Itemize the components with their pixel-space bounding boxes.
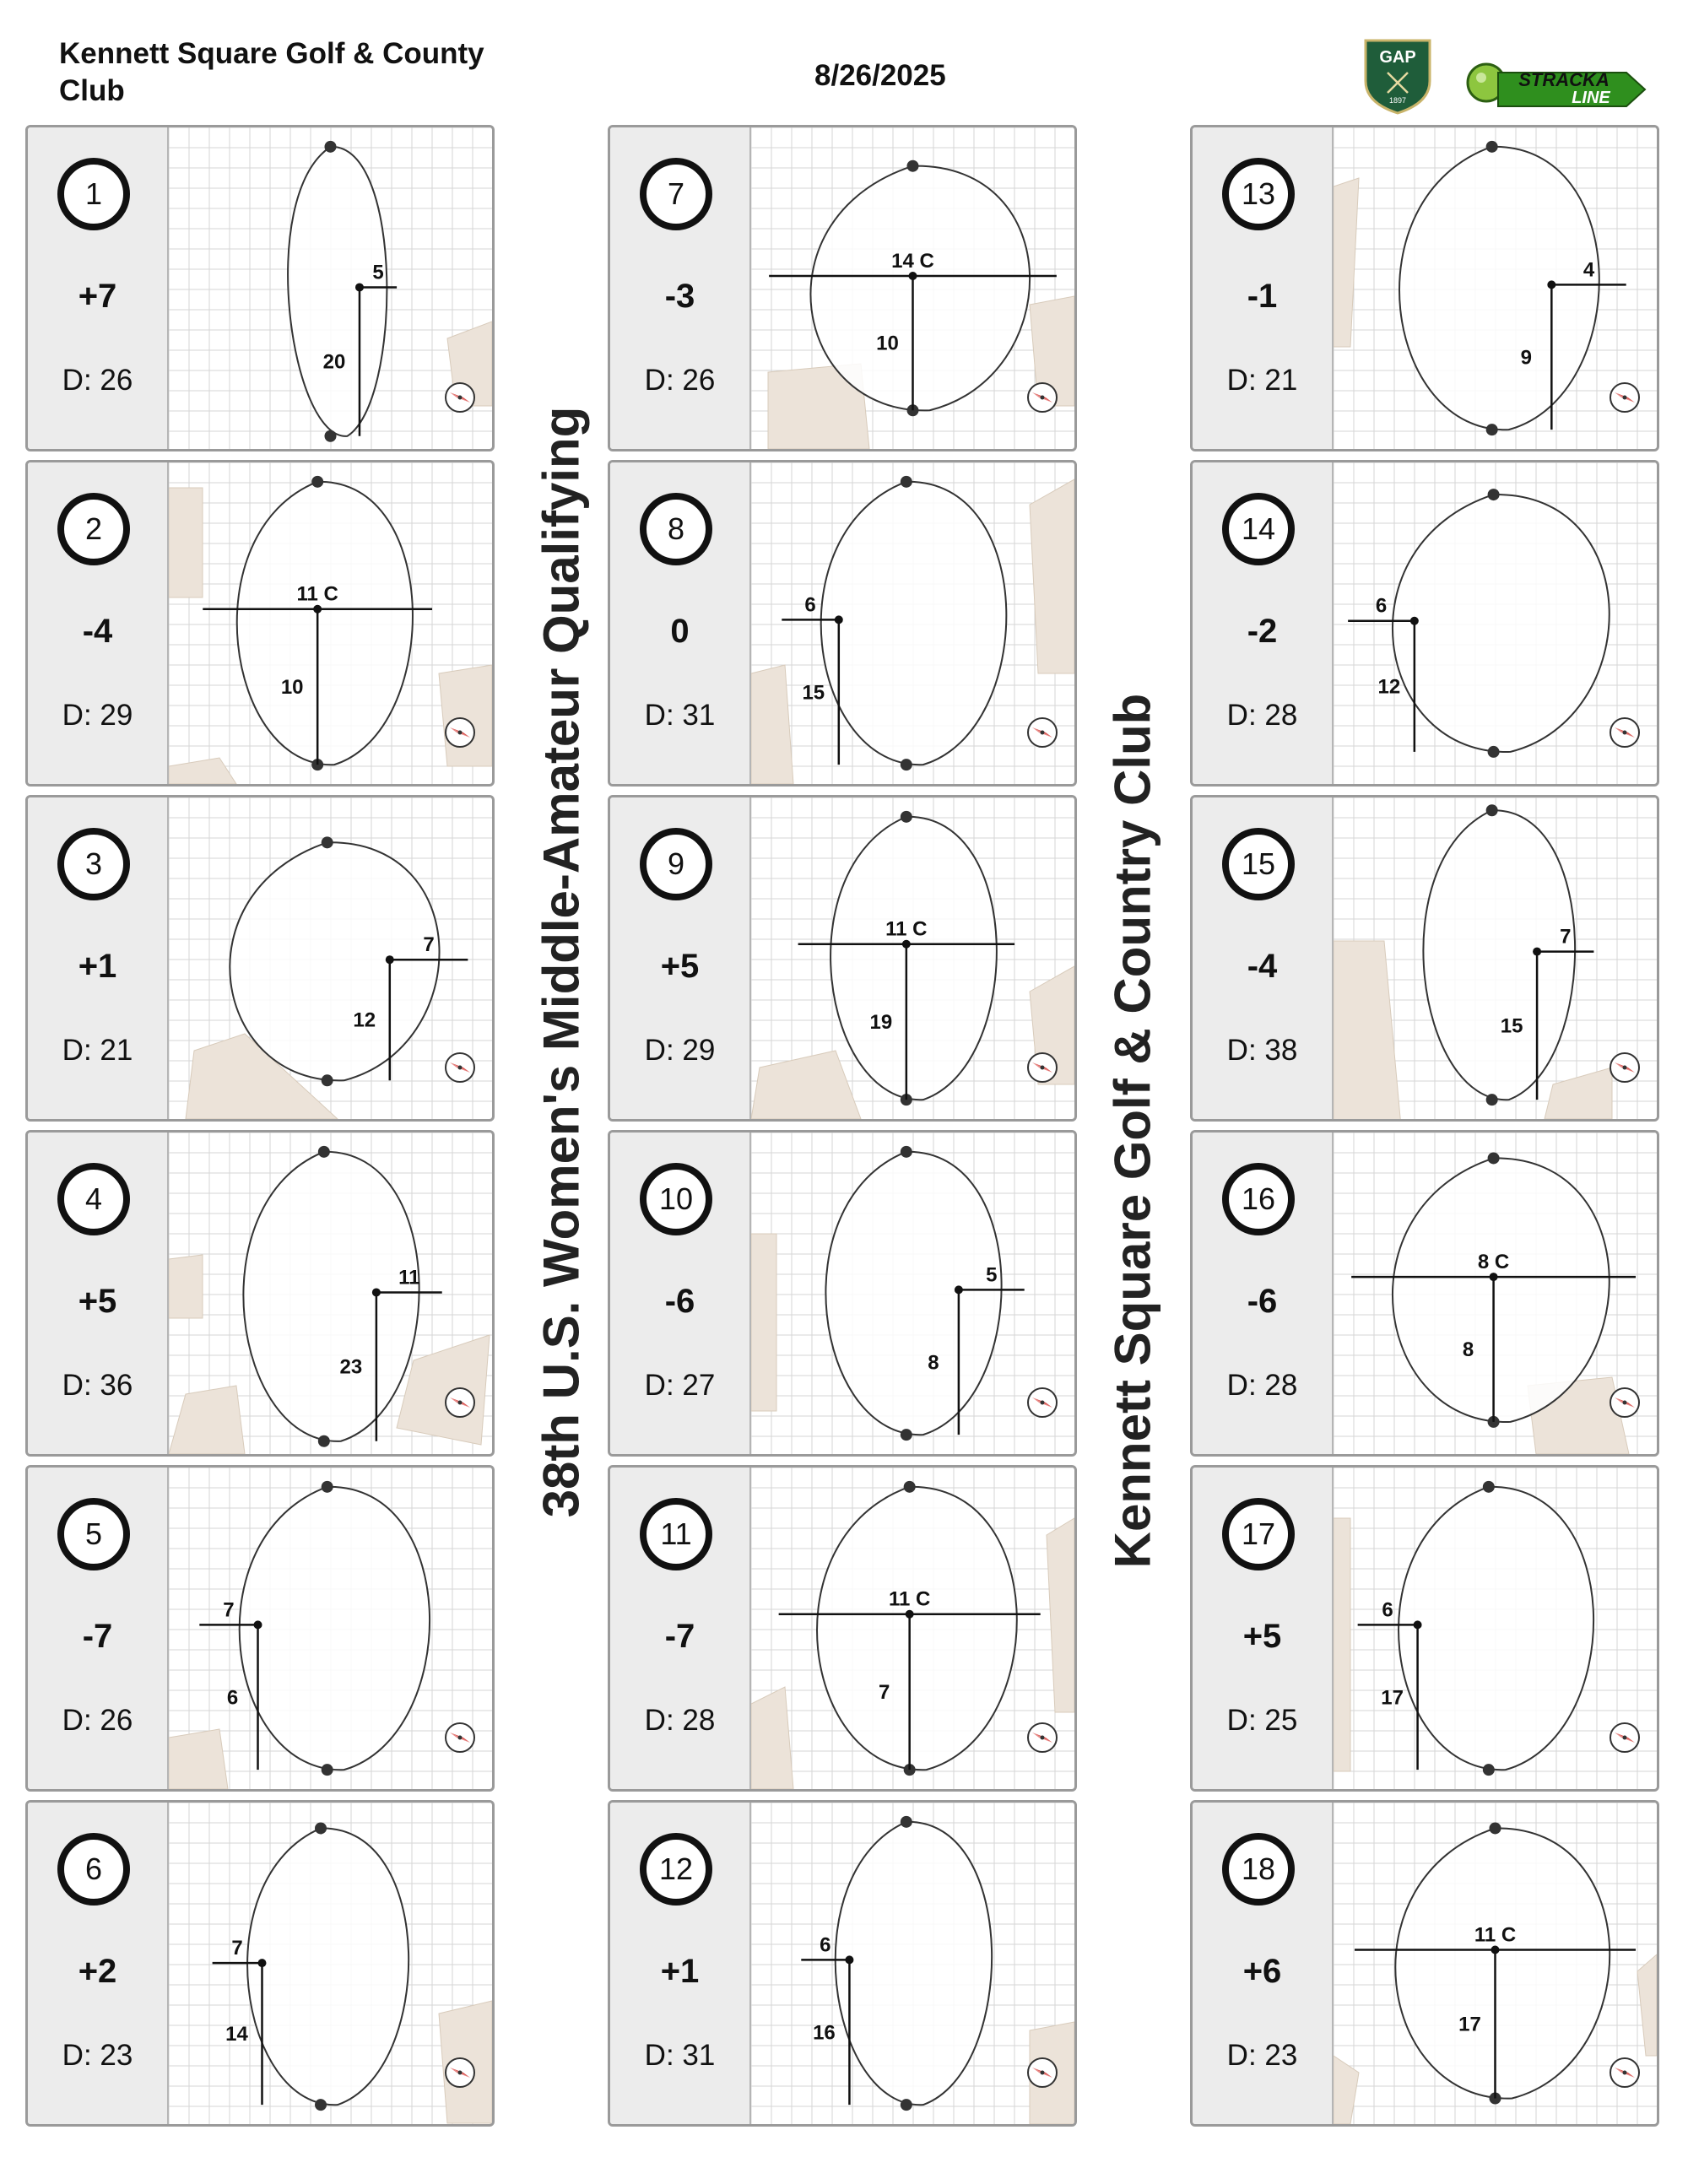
hole-info-panel — [28, 462, 169, 784]
pin-position-offset: -2 — [1247, 613, 1278, 650]
green-outline — [240, 1487, 430, 1770]
bunker — [1047, 1518, 1074, 1712]
bunker — [751, 1687, 793, 1789]
green-depth: D: 31 — [644, 2039, 716, 2072]
compass-icon — [1610, 383, 1639, 412]
hole-info-panel — [1193, 797, 1334, 1119]
compass-icon — [1028, 718, 1057, 747]
green-diagram — [169, 1133, 492, 1454]
front-distance-label: 9 — [1520, 346, 1533, 370]
compass-icon — [1610, 2058, 1639, 2087]
back-marker — [322, 836, 333, 848]
green-diagram — [1334, 1468, 1657, 1789]
hole-card — [1190, 795, 1659, 1122]
compass-icon — [1028, 1053, 1057, 1082]
hole-info-panel — [610, 127, 751, 449]
green-outline — [1399, 147, 1599, 430]
bunker — [439, 665, 492, 766]
pin-position-offset: -7 — [82, 1618, 113, 1655]
hole-info-panel — [28, 1803, 169, 2124]
side-distance-label: 11 C — [296, 582, 338, 606]
pin-position-offset: -7 — [664, 1618, 695, 1655]
green-diagram — [1334, 462, 1657, 784]
club-name: Kennett Square Golf & County Club — [59, 37, 484, 107]
hole-card — [1190, 125, 1659, 451]
green-outline — [821, 482, 1007, 765]
hole-info-panel — [610, 1133, 751, 1454]
event-title: 38th U.S. Women's Middle-Amateur Qualifying — [533, 406, 590, 1518]
pin-location-dot — [902, 940, 911, 949]
hole-info-panel — [1193, 1468, 1334, 1789]
bunker — [751, 1234, 776, 1411]
hole-card — [608, 125, 1077, 451]
bunker — [169, 758, 236, 784]
back-marker — [325, 141, 337, 153]
green-diagram — [751, 797, 1074, 1119]
pin-location-dot — [835, 615, 843, 624]
green-depth: D: 38 — [1226, 1034, 1298, 1067]
green-outline — [830, 817, 997, 1100]
side-distance-label: 11 C — [885, 917, 928, 941]
pin-location-dot — [355, 283, 364, 291]
side-distance-label: 4 — [1582, 258, 1595, 282]
green-outline — [810, 166, 1030, 411]
green-diagram — [751, 1803, 1074, 2124]
hole-number: 12 — [640, 1833, 712, 1906]
pin-location-dot — [257, 1959, 266, 1967]
pin-location-dot — [1410, 617, 1419, 625]
hole-number: 3 — [57, 828, 130, 900]
green-diagram — [1334, 1133, 1657, 1454]
hole-card — [25, 125, 495, 451]
bunker — [1545, 1068, 1612, 1119]
stracka-text-top: STRACKA — [1518, 69, 1610, 90]
front-distance-label: 17 — [1381, 1686, 1404, 1710]
hole-number: 18 — [1222, 1833, 1295, 1906]
hole-number: 2 — [57, 493, 130, 565]
hole-card — [25, 1800, 495, 2127]
gap-logo-text: GAP — [1379, 48, 1416, 67]
hole-info-panel — [610, 1468, 751, 1789]
green-diagram — [1334, 127, 1657, 449]
pin-position-offset: +1 — [78, 948, 117, 985]
green-outline — [237, 482, 413, 765]
hole-number: 13 — [1222, 158, 1295, 230]
green-diagram — [751, 127, 1074, 449]
bunker — [1334, 1518, 1350, 1771]
compass-icon — [446, 2058, 474, 2087]
front-marker — [1483, 1764, 1495, 1776]
hole-info-panel — [1193, 1133, 1334, 1454]
green-outline — [1399, 1487, 1593, 1770]
stracka-line-logo — [1464, 52, 1650, 111]
hole-number: 14 — [1222, 493, 1295, 565]
green-depth: D: 23 — [62, 2039, 133, 2072]
front-distance-label: 19 — [869, 1010, 893, 1034]
back-marker — [315, 1822, 327, 1834]
hole-number: 4 — [57, 1163, 130, 1235]
pin-position-offset: +2 — [78, 1953, 117, 1990]
front-distance-label: 7 — [878, 1680, 890, 1704]
hole-info-panel — [28, 797, 169, 1119]
pin-location-dot — [1490, 1273, 1498, 1281]
side-distance-label: 11 — [398, 1266, 420, 1289]
hole-info-panel — [610, 1803, 751, 2124]
pin-position-offset: +5 — [660, 948, 700, 985]
hole-info-panel — [1193, 1803, 1334, 2124]
green-depth: D: 36 — [62, 1369, 133, 1402]
front-distance-label: 12 — [1377, 675, 1401, 699]
pin-position-offset: -1 — [1247, 278, 1278, 315]
side-distance-label: 6 — [820, 1933, 831, 1957]
hole-card — [608, 1130, 1077, 1457]
back-marker — [901, 811, 912, 823]
compass-icon — [1028, 2058, 1057, 2087]
back-marker — [1483, 1481, 1495, 1493]
hole-card — [1190, 460, 1659, 787]
green-diagram — [169, 1468, 492, 1789]
side-distance-label: 11 C — [1474, 1923, 1517, 1947]
hole-card — [608, 1465, 1077, 1792]
side-distance-label: 7 — [423, 933, 435, 957]
compass-icon — [1610, 1053, 1639, 1082]
green-diagram — [169, 797, 492, 1119]
bunker — [1030, 479, 1074, 673]
compass-icon — [446, 383, 474, 412]
compass-icon — [1610, 718, 1639, 747]
green-diagram — [751, 1133, 1074, 1454]
hole-card — [25, 1465, 495, 1792]
front-marker — [322, 1074, 333, 1086]
green-depth: D: 27 — [644, 1369, 716, 1402]
front-marker — [318, 1435, 330, 1447]
hole-info-panel — [1193, 127, 1334, 449]
green-outline — [1423, 810, 1575, 1100]
compass-icon — [446, 1053, 474, 1082]
hole-card — [25, 460, 495, 787]
pin-position-offset: 0 — [670, 613, 690, 650]
hole-number: 7 — [640, 158, 712, 230]
compass-icon — [446, 1723, 474, 1752]
green-depth: D: 25 — [1226, 1704, 1298, 1737]
front-marker — [315, 2099, 327, 2111]
hole-info-panel — [28, 127, 169, 449]
pin-location-dot — [313, 605, 322, 614]
green-diagram — [751, 462, 1074, 784]
pin-location-dot — [1491, 1945, 1500, 1954]
back-marker — [901, 1146, 912, 1158]
front-distance-label: 10 — [876, 332, 899, 355]
hole-number: 17 — [1222, 1498, 1295, 1570]
side-distance-label: 7 — [231, 1937, 243, 1960]
front-distance-label: 14 — [225, 2023, 248, 2046]
back-marker — [318, 1146, 330, 1158]
green-diagram — [169, 462, 492, 784]
pin-location-dot — [1533, 948, 1541, 956]
green-outline — [817, 1487, 1017, 1770]
bunker — [169, 1729, 228, 1789]
side-distance-label: 8 C — [1477, 1251, 1510, 1274]
front-distance-label: 8 — [1462, 1338, 1474, 1361]
pin-location-dot — [254, 1620, 262, 1629]
side-distance-label: 5 — [986, 1263, 998, 1287]
hole-card — [25, 795, 495, 1122]
back-marker — [1486, 141, 1498, 153]
green-diagram — [1334, 797, 1657, 1119]
green-depth: D: 28 — [644, 1704, 716, 1737]
pin-location-dot — [845, 1955, 853, 1964]
green-depth: D: 26 — [62, 364, 133, 397]
front-distance-label: 23 — [339, 1355, 363, 1379]
pin-location-dot — [906, 1610, 914, 1619]
back-marker — [1486, 804, 1498, 816]
pin-location-dot — [386, 955, 394, 964]
compass-icon — [446, 718, 474, 747]
course-title: Kennett Square Golf & Country Club — [1104, 693, 1161, 1569]
front-distance-label: 20 — [322, 350, 346, 374]
compass-icon — [1610, 1723, 1639, 1752]
front-distance-label: 15 — [1500, 1014, 1523, 1038]
front-distance-label: 10 — [280, 675, 304, 699]
green-depth: D: 23 — [1226, 2039, 1298, 2072]
green-outline — [288, 147, 387, 436]
bunker — [169, 488, 203, 597]
back-marker — [904, 1481, 916, 1493]
hole-card — [608, 460, 1077, 787]
compass-icon — [1028, 1723, 1057, 1752]
hole-info-panel — [28, 1133, 169, 1454]
green-depth: D: 26 — [644, 364, 716, 397]
hole-number: 9 — [640, 828, 712, 900]
green-depth: D: 21 — [1226, 364, 1298, 397]
front-distance-label: 16 — [813, 2021, 836, 2045]
hole-number: 11 — [640, 1498, 712, 1570]
bunker — [1334, 178, 1359, 347]
pin-position-offset: -4 — [1247, 948, 1278, 985]
compass-icon — [446, 1388, 474, 1417]
front-distance-label: 12 — [353, 1008, 376, 1032]
front-marker — [901, 1429, 912, 1441]
front-distance-label: 17 — [1458, 2013, 1481, 2036]
green-outline — [1395, 1828, 1610, 2098]
hole-card — [608, 795, 1077, 1122]
side-distance-label: 7 — [1560, 925, 1572, 949]
hole-number: 10 — [640, 1163, 712, 1235]
front-marker — [1488, 746, 1500, 758]
front-marker — [1486, 424, 1498, 435]
back-marker — [1488, 489, 1500, 500]
green-depth: D: 21 — [62, 1034, 133, 1067]
front-distance-label: 8 — [928, 1351, 939, 1375]
front-marker — [1486, 1094, 1498, 1106]
green-diagram — [169, 1803, 492, 2124]
green-outline — [247, 1828, 408, 2105]
side-distance-label: 6 — [1375, 594, 1388, 618]
stracka-text-bottom: LINE — [1572, 89, 1610, 107]
green-depth: D: 28 — [1226, 1369, 1298, 1402]
side-distance-label: 7 — [223, 1598, 235, 1622]
pin-location-dot — [1414, 1620, 1422, 1629]
green-diagram — [169, 127, 492, 449]
pin-location-dot — [909, 272, 917, 280]
back-marker — [907, 160, 919, 172]
green-depth: D: 26 — [62, 1704, 133, 1737]
gap-logo-year: 1897 — [1388, 96, 1407, 105]
compass-icon — [1028, 1388, 1057, 1417]
green-depth: D: 29 — [644, 1034, 716, 1067]
front-distance-label: 6 — [226, 1686, 239, 1710]
hole-number: 5 — [57, 1498, 130, 1570]
pin-position-offset: -4 — [82, 613, 113, 650]
compass-icon — [1028, 383, 1057, 412]
bunker — [1334, 941, 1401, 1119]
pin-position-offset: -3 — [664, 278, 695, 315]
pin-location-dot — [1547, 280, 1555, 289]
hole-number: 8 — [640, 493, 712, 565]
green-outline — [836, 1822, 992, 2105]
pin-location-dot — [955, 1285, 963, 1294]
pin-location-dot — [372, 1288, 381, 1296]
back-marker — [322, 1481, 333, 1493]
hole-info-panel — [1193, 462, 1334, 784]
pin-position-offset: -6 — [1247, 1283, 1278, 1320]
pin-position-offset: +5 — [78, 1283, 117, 1320]
gap-logo — [1362, 37, 1433, 115]
pin-position-offset: +1 — [660, 1953, 700, 1990]
hole-number: 16 — [1222, 1163, 1295, 1235]
side-distance-label: 6 — [1382, 1598, 1393, 1622]
pin-position-offset: +5 — [1242, 1618, 1282, 1655]
bunker — [169, 1255, 203, 1318]
event-date: 8/26/2025 — [814, 59, 946, 92]
hole-card — [608, 1800, 1077, 2127]
side-distance-label: 5 — [372, 261, 384, 284]
hole-info-panel — [28, 1468, 169, 1789]
hole-number: 6 — [57, 1833, 130, 1906]
front-marker — [325, 430, 337, 442]
green-depth: D: 29 — [62, 699, 133, 732]
pin-position-offset: -6 — [664, 1283, 695, 1320]
hole-info-panel — [610, 797, 751, 1119]
compass-icon — [1610, 1388, 1639, 1417]
hole-card — [1190, 1465, 1659, 1792]
pin-position-offset: +6 — [1242, 1953, 1282, 1990]
front-marker — [322, 1764, 333, 1776]
back-marker — [1490, 1822, 1501, 1834]
hole-card — [1190, 1800, 1659, 2127]
hole-info-panel — [610, 462, 751, 784]
hole-card — [25, 1130, 495, 1457]
back-marker — [901, 476, 912, 488]
hole-card — [1190, 1130, 1659, 1457]
bunker — [751, 665, 793, 784]
green-diagram — [1334, 1803, 1657, 2124]
front-marker — [901, 2099, 912, 2111]
front-distance-label: 15 — [802, 681, 825, 705]
side-distance-label: 14 C — [891, 250, 934, 273]
side-distance-label: 11 C — [888, 1587, 931, 1611]
front-marker — [901, 759, 912, 770]
back-marker — [901, 1816, 912, 1828]
green-depth: D: 31 — [644, 699, 716, 732]
hole-number: 15 — [1222, 828, 1295, 900]
pin-position-offset: +7 — [78, 278, 117, 315]
green-depth: D: 28 — [1226, 699, 1298, 732]
side-distance-label: 6 — [804, 593, 816, 617]
hole-number: 1 — [57, 158, 130, 230]
green-diagram — [751, 1468, 1074, 1789]
back-marker — [1488, 1152, 1500, 1164]
back-marker — [311, 476, 323, 488]
